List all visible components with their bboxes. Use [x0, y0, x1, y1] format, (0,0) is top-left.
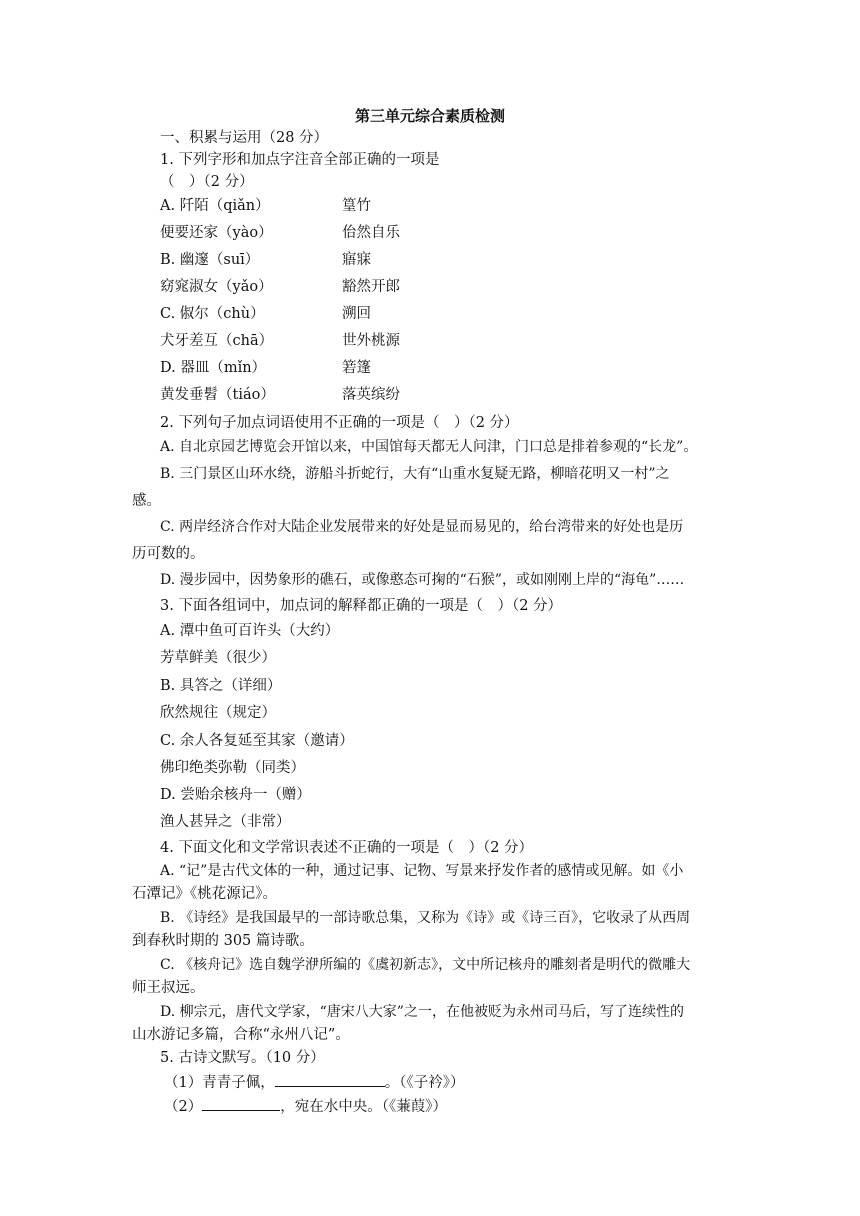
q4-option-d-line-2: 山水游记多篇，合称“永州八记”。: [132, 1027, 350, 1043]
q3-option-c-line-1: C. 余人各复延至其家（邀请）: [160, 733, 354, 749]
q3-option-b-line-2: 欣然规往（规定）: [160, 705, 276, 721]
q1-option-a-left-1: A. 阡陌（qiǎn）: [160, 198, 270, 214]
q5-item-2: [164, 1096, 447, 1117]
q3-option-d-line-2: 渔人甚异之（非常）: [160, 814, 291, 830]
q4-option-a-line-1: A. “记”是古代文体的一种，通过记事、记物、写景来抒发作者的感情或见解。如《小: [160, 863, 684, 879]
q1-option-b-left-1: B. 幽邃（suī）: [160, 252, 260, 268]
q2-option-a: A. 自北京园艺博览会开馆以来，中国馆每天都无人问津，门口总是排着参观的“长龙”。: [160, 439, 698, 455]
q1-stem: 1. 下列字形和加点字注音全部正确的一项是: [160, 152, 440, 168]
q1-option-b-right-2: 豁然开郎: [342, 279, 400, 295]
q1-option-d-right-2: 落英缤纷: [342, 387, 400, 403]
q1-option-a-right-1: 篁竹: [342, 198, 371, 214]
q2-option-b-line-2: 感。: [132, 493, 161, 509]
q3-stem: 3. 下面各组词中，加点词的解释都正确的一项是（ ）（2 分）: [160, 598, 563, 614]
q1-option-c-left-2: 犬牙差互（chā）: [160, 333, 274, 349]
q1-option-a-left-2: 便要还家（yào）: [160, 225, 273, 241]
q3-option-d-line-1: D. 尝贻余核舟一（赠）: [160, 787, 311, 803]
answer-blank-1[interactable]: [275, 1072, 385, 1087]
q5-stem: 5. 古诗文默写。（10 分）: [160, 1050, 325, 1066]
q4-stem: 4. 下面文化和文学常识表述不正确的一项是（ ）（2 分）: [160, 840, 534, 856]
q4-option-b-line-1: B. 《诗经》是我国最早的一部诗歌总集，又称为《诗》或《诗三百》，它收录了从西周: [160, 910, 691, 926]
q2-option-c-line-1: C. 两岸经济合作对大陆企业发展带来的好处是显而易见的，给台湾带来的好处也是历: [160, 519, 684, 535]
q3-option-a-line-2: 芳草鲜美（很少）: [160, 650, 276, 666]
answer-blank-2[interactable]: [202, 1096, 280, 1111]
q2-option-d: D. 漫步园中，因势象形的礁石，或像憨态可掬的“石猴”，或如刚刚上岸的“海龟”……: [160, 572, 685, 588]
q1-option-b-right-1: 寤寐: [342, 252, 371, 268]
q4-option-c-line-1: C. 《核舟记》选自魏学洢所编的《虞初新志》，文中所记核舟的雕刻者是明代的微雕大: [160, 957, 691, 973]
q4-option-d-line-1: D. 柳宗元，唐代文学家，“唐宋八大家”之一，在他被贬为永州司马后，写了连续性的: [160, 1004, 684, 1020]
q4-option-b-line-2: 到春秋时期的 305 篇诗歌。: [132, 933, 314, 949]
q1-option-d-right-1: 箬篷: [342, 360, 371, 376]
q1-option-d-left-1: D. 器皿（mǐn）: [160, 360, 267, 376]
q3-option-c-line-2: 佛印绝类弥勒（同类）: [160, 760, 305, 776]
q5-item-1: [164, 1072, 464, 1093]
q1-option-c-left-1: C. 俶尔（chù）: [160, 306, 265, 322]
section-heading: 一、积累与运用（28 分）: [160, 130, 329, 146]
q5-item-2-suffix: ，宛在水中央。（《蒹葭》）: [280, 1099, 447, 1115]
q1-option-b-left-2: 窈窕淑女（yǎo）: [160, 279, 273, 295]
page-title: 第三单元综合素质检测: [354, 107, 505, 125]
q4-option-c-line-2: 师王叔远。: [132, 980, 205, 996]
q1-option-a-right-2: 佁然自乐: [342, 225, 400, 241]
q5-item-1-prefix: （1）青青子佩，: [164, 1075, 275, 1091]
q3-option-a-line-1: A. 潭中鱼可百许头（大约）: [160, 623, 340, 639]
q5-item-1-suffix: 。（《子衿》）: [384, 1075, 465, 1091]
q1-option-c-right-2: 世外桃源: [342, 333, 400, 349]
q5-item-2-prefix: （2）: [164, 1099, 203, 1115]
q1-option-d-left-2: 黄发垂髫（tiáo）: [160, 387, 275, 403]
q1-option-c-right-1: 溯回: [342, 306, 371, 322]
q2-option-c-line-2: 历可数的。: [132, 546, 205, 562]
q3-option-b-line-1: B. 具答之（详细）: [160, 678, 282, 694]
q2-stem: 2. 下列句子加点词语使用不正确的一项是（ ）（2 分）: [160, 415, 519, 431]
q2-option-b-line-1: B. 三门景区山环水绕，游船斗折蛇行，大有“山重水复疑无路，柳暗花明又一村”之: [160, 466, 670, 482]
q4-option-a-line-2: 石潭记》《桃花源记》。: [132, 886, 277, 902]
q1-score: （ ）（2 分）: [160, 174, 254, 190]
